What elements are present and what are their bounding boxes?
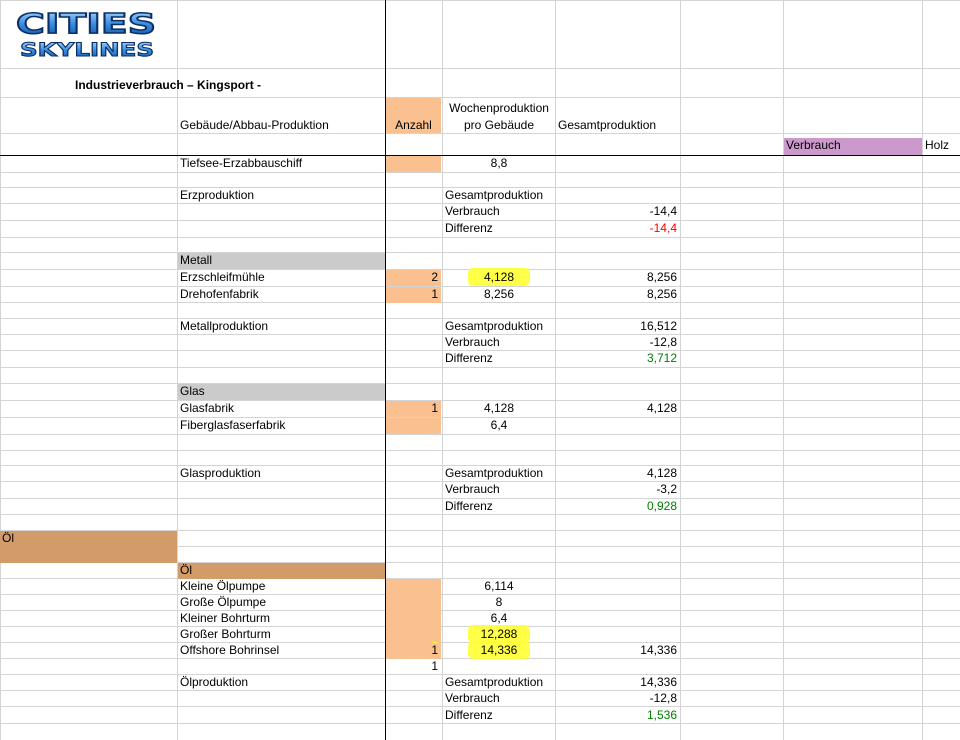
weekly-production[interactable]: 6,114 xyxy=(484,579,514,593)
header-building[interactable]: Gebäude/Abbau-Produktion xyxy=(180,118,329,132)
building-name[interactable]: Erzschleifmühle xyxy=(180,270,265,284)
summary-label[interactable]: Gesamtproduktion xyxy=(445,319,544,333)
header-weekly-line1[interactable]: Wochenproduktion xyxy=(449,101,549,115)
summary-value[interactable]: 4,128 xyxy=(646,466,677,480)
total-production[interactable]: 8,256 xyxy=(646,270,677,284)
summary-label[interactable]: Differenz xyxy=(445,221,493,235)
summary-label[interactable]: Gesamtproduktion xyxy=(445,675,544,689)
summary-value[interactable]: -14,4 xyxy=(649,204,677,218)
grid-row-line xyxy=(0,450,960,451)
grid-row-line xyxy=(0,0,960,1)
building-name[interactable]: Große Ölpumpe xyxy=(180,595,267,609)
svg-text:SKYLINES: SKYLINES xyxy=(20,39,154,61)
building-name[interactable]: Offshore Bohrinsel xyxy=(180,643,280,657)
grid-col-line xyxy=(680,0,681,740)
weekly-production[interactable]: 8,256 xyxy=(483,287,515,301)
grid-row-line xyxy=(0,367,960,368)
count-cell[interactable]: 1 xyxy=(431,659,438,673)
building-name[interactable]: Ölproduktion xyxy=(180,675,249,689)
count-input[interactable] xyxy=(386,579,441,595)
weekly-production[interactable]: 8,8 xyxy=(490,156,508,170)
grid-row-line xyxy=(0,237,960,238)
summary-label[interactable]: Gesamtproduktion xyxy=(445,188,544,202)
building-name[interactable]: Großer Bohrturm xyxy=(180,627,271,641)
building-name[interactable]: Fiberglasfaserfabrik xyxy=(180,418,286,432)
summary-label[interactable]: Verbrauch xyxy=(445,691,500,705)
total-production[interactable]: 8,256 xyxy=(646,287,677,301)
summary-value[interactable]: 16,512 xyxy=(640,319,677,333)
total-production[interactable]: 4,128 xyxy=(646,401,677,415)
side-label-oil-fill[interactable] xyxy=(0,547,177,563)
count-input[interactable]: 1 xyxy=(386,643,441,659)
header-consumption[interactable]: Verbrauch xyxy=(784,138,922,155)
count-input[interactable] xyxy=(386,418,441,434)
building-name[interactable]: Metallproduktion xyxy=(180,319,269,333)
summary-label[interactable]: Verbrauch xyxy=(445,482,500,496)
sheet-title[interactable]: Industrieverbrauch – Kingsport - xyxy=(75,78,262,92)
summary-label[interactable]: Gesamtproduktion xyxy=(445,466,544,480)
grid-row-line xyxy=(0,252,960,253)
weekly-production[interactable]: 6,4 xyxy=(490,611,508,625)
summary-label[interactable]: Differenz xyxy=(445,499,493,513)
summary-value[interactable]: 14,336 xyxy=(640,675,677,689)
header-wood[interactable]: Holz xyxy=(925,138,950,152)
grid-row-line xyxy=(0,172,960,173)
summary-value[interactable]: -3,2 xyxy=(656,482,677,496)
section-header[interactable]: Öl xyxy=(178,563,385,579)
summary-label[interactable]: Differenz xyxy=(445,708,493,722)
building-name[interactable]: Tiefsee-Erzabbauschiff xyxy=(180,156,303,170)
section-header[interactable]: Glas xyxy=(178,384,385,400)
weekly-production[interactable]: 4,128 xyxy=(483,270,515,284)
summary-value[interactable]: -12,8 xyxy=(649,691,677,705)
building-name[interactable]: Kleine Ölpumpe xyxy=(180,579,266,593)
weekly-production[interactable]: 14,336 xyxy=(480,643,518,657)
grid-row-line xyxy=(0,97,960,98)
summary-label[interactable]: Verbrauch xyxy=(445,204,500,218)
count-input[interactable] xyxy=(386,611,441,627)
header-total[interactable]: Gesamtproduktion xyxy=(558,118,657,132)
header-count[interactable]: Anzahl xyxy=(386,98,441,133)
count-input[interactable] xyxy=(386,627,441,643)
grid-col-line xyxy=(783,0,784,740)
summary-value[interactable]: 1,536 xyxy=(646,708,677,722)
cities-skylines-logo-svg xyxy=(12,6,162,62)
count-input[interactable]: 1 xyxy=(386,287,441,303)
building-name[interactable]: Glasfabrik xyxy=(180,401,235,415)
section-header[interactable]: Metall xyxy=(178,253,385,269)
weekly-production[interactable]: 4,128 xyxy=(483,401,515,415)
side-label-oil[interactable]: Öl xyxy=(0,531,177,547)
summary-value[interactable]: -12,8 xyxy=(649,335,677,349)
building-name[interactable]: Drehofenfabrik xyxy=(180,287,259,301)
summary-value[interactable]: 3,712 xyxy=(646,351,677,365)
summary-label[interactable]: Verbrauch xyxy=(445,335,500,349)
grid-col-line xyxy=(922,0,923,740)
weekly-production[interactable]: 6,4 xyxy=(490,418,508,432)
cities-skylines-logo xyxy=(12,6,162,65)
building-name[interactable]: Glasproduktion xyxy=(180,466,261,480)
count-input[interactable]: 1 xyxy=(386,401,441,417)
building-name[interactable]: Erzproduktion xyxy=(180,188,255,202)
summary-value[interactable]: 0,928 xyxy=(646,499,677,513)
grid-row-line xyxy=(0,68,960,69)
weekly-production[interactable]: 8 xyxy=(495,595,503,609)
summary-label[interactable]: Differenz xyxy=(445,351,493,365)
grid-col-line xyxy=(0,0,1,740)
grid-col-line xyxy=(555,0,556,740)
summary-value[interactable]: -14,4 xyxy=(649,221,677,235)
svg-text:CITIES: CITIES xyxy=(16,7,156,40)
count-input[interactable]: 2 xyxy=(386,270,441,286)
grid-row-line xyxy=(0,383,960,384)
header-weekly-line2[interactable]: pro Gebäude xyxy=(463,118,535,132)
total-production[interactable]: 14,336 xyxy=(640,643,677,657)
count-input[interactable] xyxy=(386,156,441,172)
weekly-production[interactable]: 12,288 xyxy=(480,627,518,641)
building-name[interactable]: Kleiner Bohrturm xyxy=(180,611,271,625)
grid-row-line xyxy=(0,434,960,435)
count-input[interactable] xyxy=(386,595,441,611)
